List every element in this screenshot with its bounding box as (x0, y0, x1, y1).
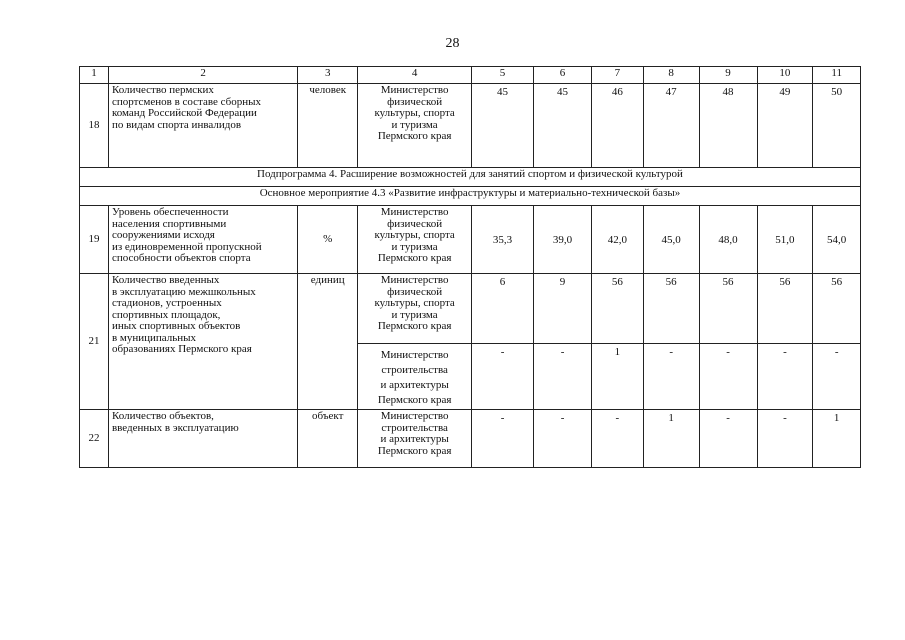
row-number: 18 (80, 84, 109, 168)
row-number: 19 (80, 206, 109, 274)
value-cell: 39,0 (534, 206, 592, 274)
value-cell: 56 (643, 274, 699, 344)
header-cell: 5 (472, 67, 534, 84)
main-event-heading: Основное мероприятие 4.3 «Развитие инфраструктуры и материально-технической базы» (80, 187, 861, 206)
department-cell (358, 410, 472, 468)
value-cell: 56 (813, 274, 861, 344)
department-line: и архитектуры (380, 433, 449, 445)
value-cell: 35,3 (472, 206, 534, 274)
section-row (80, 168, 861, 187)
header-cell: 7 (592, 67, 644, 84)
department-line: Министерство (380, 274, 449, 286)
indicator-name-line: по видам спорта инвалидов (111, 118, 242, 131)
unit-cell: объект (298, 410, 358, 468)
value-cell: - (534, 344, 592, 410)
value-cell: 49 (757, 84, 813, 168)
department-line: культуры, спорта (374, 297, 455, 309)
indicator-name-line: сооружениями исходя (111, 229, 215, 241)
value-cell: 54,0 (813, 206, 861, 274)
value-cell: - (592, 410, 644, 468)
header-cell: 8 (643, 67, 699, 84)
department-line: Министерство (380, 84, 449, 96)
value-cell: 56 (699, 274, 757, 344)
value-cell: 9 (534, 274, 592, 344)
value-cell: - (757, 410, 813, 468)
header-cell: 1 (80, 67, 109, 84)
subprogram-heading: Подпрограмма 4. Расширение возможностей для занятий спортом и физической культурой (80, 168, 861, 187)
indicator-name-line: в эксплуатацию межшкольных (111, 285, 256, 298)
value-cell: 56 (757, 274, 813, 344)
indicator-name (108, 274, 297, 410)
department-line: и туризма (391, 240, 438, 253)
value-cell: - (699, 410, 757, 468)
value-cell: - (643, 344, 699, 410)
department-cell (358, 274, 472, 344)
department-line: физической (387, 95, 443, 108)
indicator-name-line: команд Российской Федерации (111, 107, 257, 119)
indicator-name-line: Уровень обеспеченности (111, 206, 229, 218)
indicator-name-line: иных спортивных объектов (111, 320, 241, 332)
header-cell: 6 (534, 67, 592, 84)
row-number: 22 (80, 410, 109, 468)
value-cell: 56 (592, 274, 644, 344)
department-line: культуры, спорта (374, 229, 455, 241)
indicator-name-line: в муниципальных (111, 331, 197, 344)
department-line: Пермского края (377, 444, 452, 457)
department-line: и туризма (391, 308, 438, 321)
department-line: физической (387, 217, 443, 230)
value-cell: 1 (592, 344, 644, 410)
department-line: и архитектуры (380, 379, 449, 391)
value-cell: 1 (813, 410, 861, 468)
table-row (80, 206, 861, 274)
department-line: Пермского края (377, 394, 452, 406)
header-cell: 9 (699, 67, 757, 84)
value-cell: 45 (472, 84, 534, 168)
header-cell: 2 (108, 67, 297, 84)
value-cell: 48 (699, 84, 757, 168)
indicators-table (79, 66, 861, 468)
table-row (80, 84, 861, 168)
value-cell: - (472, 410, 534, 468)
indicator-name-line: из единовременной пропускной (111, 240, 262, 253)
unit-cell: человек (298, 84, 358, 168)
department-cell (358, 206, 472, 274)
indicator-name-line: способности объектов спорта (111, 252, 251, 264)
department-line: Пермского края (377, 130, 452, 142)
department-line: строительства (381, 364, 448, 376)
header-cell: 3 (298, 67, 358, 84)
value-cell: 42,0 (592, 206, 644, 274)
value-cell: 1 (643, 410, 699, 468)
value-cell: 48,0 (699, 206, 757, 274)
value-cell: - (757, 344, 813, 410)
indicator-name-line: спортсменов в составе сборных (111, 95, 262, 108)
value-cell: - (472, 344, 534, 410)
value-cell: 45 (534, 84, 592, 168)
indicator-name-line: Количество объектов, (111, 410, 214, 422)
indicator-name-line: населения спортивными (111, 217, 227, 230)
indicator-name-line: спортивных площадок, (111, 308, 221, 321)
department-line: Пермского края (377, 252, 452, 264)
row-number: 21 (80, 274, 109, 410)
department-line: и туризма (391, 118, 438, 131)
value-cell: - (534, 410, 592, 468)
value-cell: 45,0 (643, 206, 699, 274)
department-line: Министерство (380, 206, 449, 218)
indicator-name (108, 206, 297, 274)
indicator-name-line: образованиях Пермского края (111, 343, 252, 355)
value-cell: 47 (643, 84, 699, 168)
indicator-name (108, 84, 297, 168)
department-line: физической (387, 285, 443, 298)
department-line: Пермского края (377, 320, 452, 332)
indicator-name-line: стадионов, устроенных (111, 297, 222, 309)
department-cell (358, 84, 472, 168)
value-cell: - (699, 344, 757, 410)
department-line: строительства (381, 421, 448, 434)
value-cell: 50 (813, 84, 861, 168)
unit-cell: единиц (298, 274, 358, 410)
indicator-name (108, 410, 297, 468)
department-line: культуры, спорта (374, 107, 455, 119)
header-cell: 10 (757, 67, 813, 84)
indicator-name-line: Количество введенных (111, 274, 220, 286)
value-cell: 46 (592, 84, 644, 168)
value-cell: - (813, 344, 861, 410)
value-cell: 6 (472, 274, 534, 344)
table-row (80, 410, 861, 468)
table-header-row (80, 67, 861, 84)
header-cell: 11 (813, 67, 861, 84)
header-cell: 4 (358, 67, 472, 84)
page-number: 28 (445, 36, 460, 51)
indicator-name-line: Количество пермских (111, 84, 214, 96)
value-cell: 51,0 (757, 206, 813, 274)
department-line: Министерство (380, 349, 449, 361)
department-cell (358, 344, 472, 410)
table-row (80, 274, 861, 344)
unit-cell: % (298, 206, 358, 274)
department-line: Министерство (380, 410, 449, 422)
section-row (80, 187, 861, 206)
indicator-name-line: введенных в эксплуатацию (111, 421, 239, 434)
